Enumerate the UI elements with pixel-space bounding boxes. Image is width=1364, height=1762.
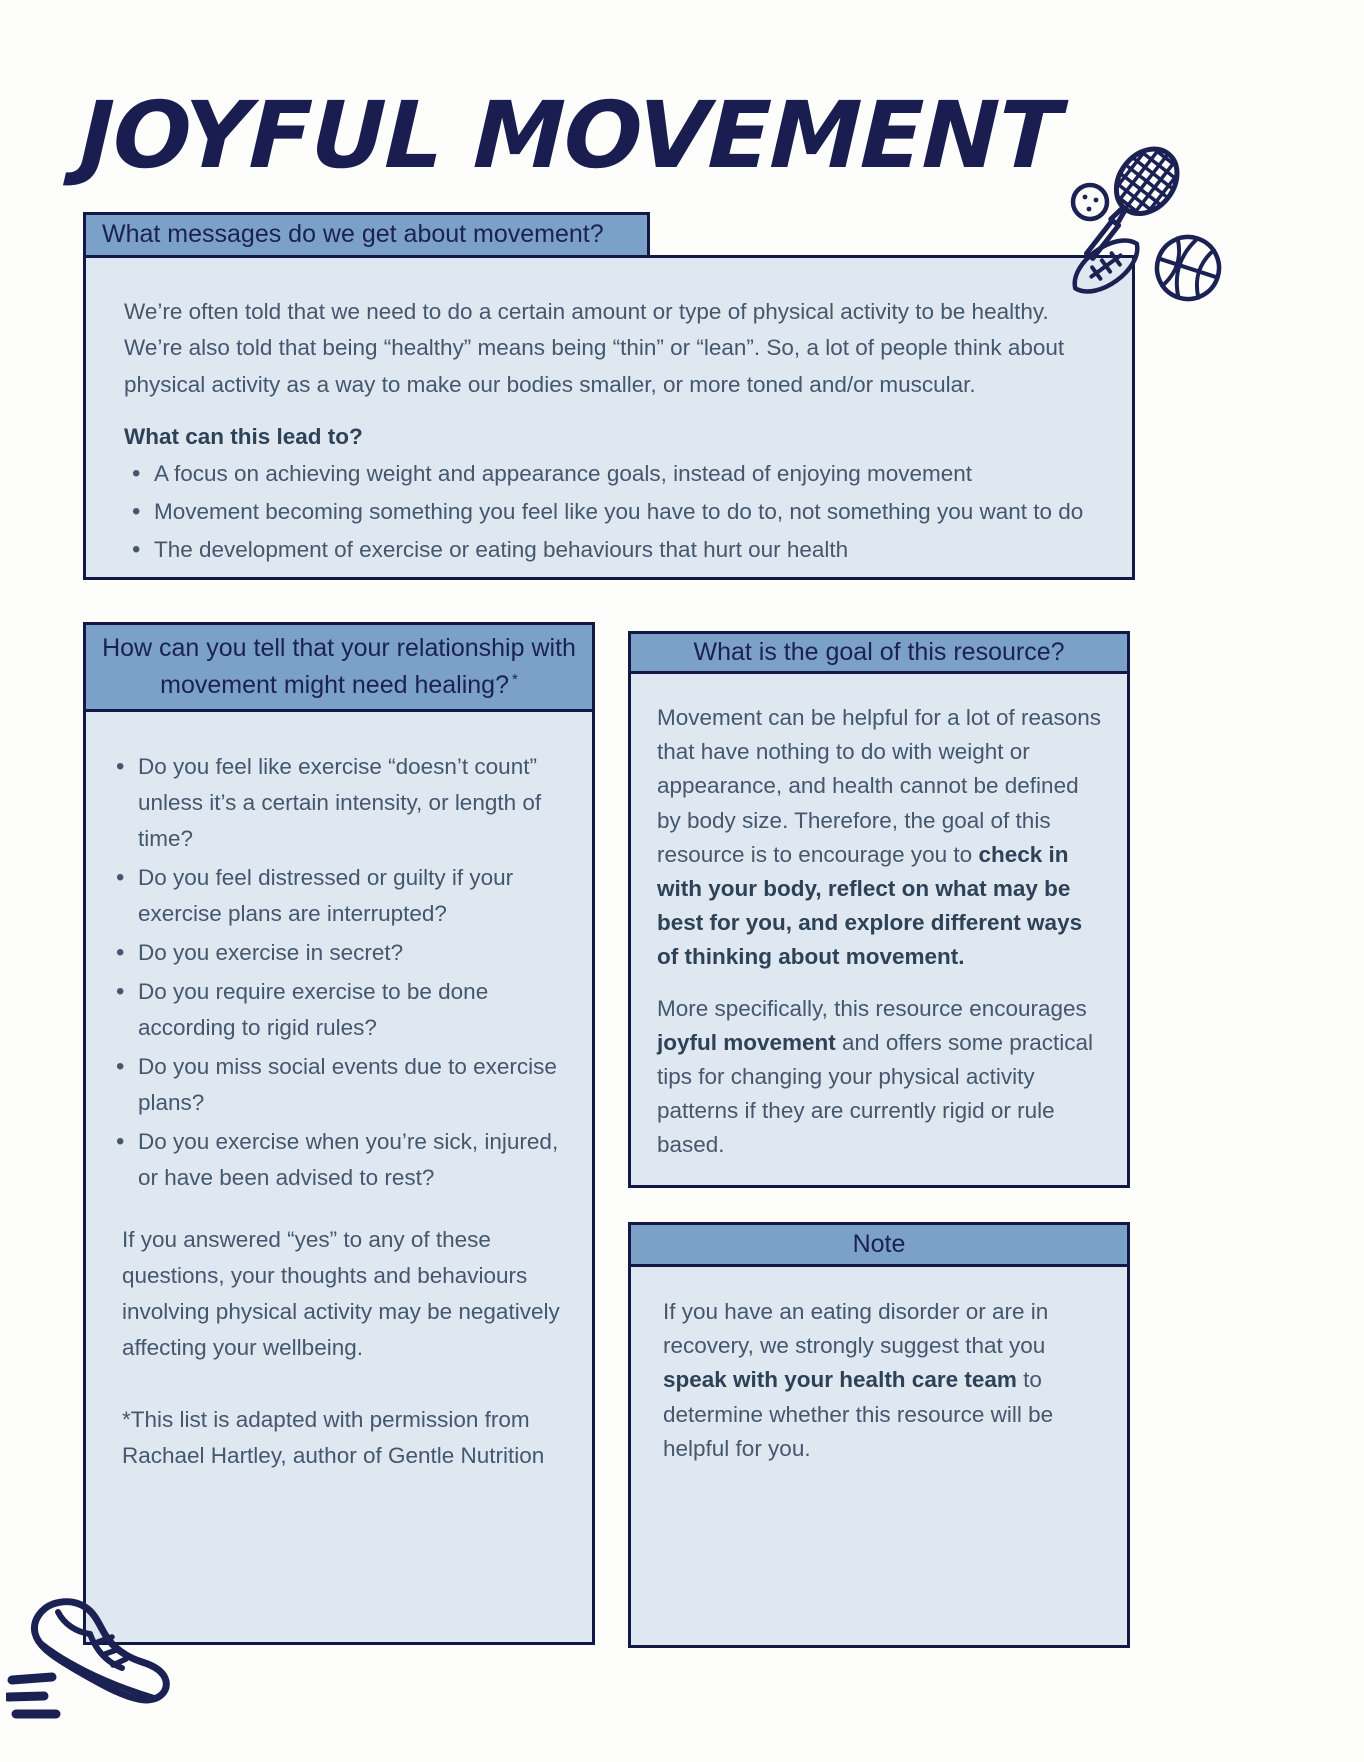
note-header — [628, 1222, 1130, 1267]
tennis-racket-icon — [1068, 136, 1192, 272]
golf-ball-icon — [1073, 185, 1107, 219]
healing-footnote: *This list is adapted with permission from Rachael Hartley, author of Gentle Nutrition — [122, 1407, 545, 1468]
sports-icons — [1048, 136, 1228, 306]
page-title: JOYFUL MOVEMENT — [78, 82, 1063, 189]
footnote-asterisk: * — [511, 670, 518, 688]
list-item: • Movement becoming something you feel like you have to do to, not something you want to do — [124, 494, 1094, 530]
section-goal-body — [628, 671, 1130, 1188]
section-messages-header-label: What messages do we get about movement? — [102, 220, 604, 249]
list-item: • Do you require exercise to be done according to rigid rules? — [108, 974, 568, 1046]
section-messages-header — [83, 212, 650, 258]
section-goal-header — [628, 631, 1130, 674]
section-goal-header-label: What is the goal of this resource? — [693, 637, 1065, 666]
messages-subheading: What can this lead to? — [124, 424, 363, 450]
goal-paragraph: More specifically, this resource encourages joyful movement and offers some practical tips for changing your physical activity patterns if they are currently rigid or rule based. — [657, 995, 1093, 1158]
list-item: • The development of exercise or eating behaviours that hurt our health — [124, 532, 1094, 568]
note-header-label: Note — [852, 1229, 906, 1258]
section-messages-body — [83, 255, 1135, 580]
running-shoe-icon — [6, 1576, 186, 1746]
section-healing-body — [83, 709, 595, 1645]
healing-outro-paragraph: If you answered “yes” to any of these questions, your thoughts and behaviours involving physical activity may be negatively affecting your wellbeing. — [122, 1227, 560, 1360]
list-item: • Do you feel distressed or guilty if your exercise plans are interrupted? — [108, 860, 568, 932]
section-healing-header — [83, 622, 595, 712]
shoe — [34, 1602, 166, 1700]
list-item: • Do you feel like exercise “doesn’t count” unless it’s a certain intensity, or length of time? — [108, 749, 568, 857]
basketball-icon — [1149, 229, 1227, 306]
list-item: • Do you miss social events due to exercise plans? — [108, 1049, 568, 1121]
healing-bullet-list — [108, 749, 568, 1196]
messages-intro-paragraph: We’re often told that we need to do a certain amount or type of physical activity to be healthy. We’re also told that being “healthy” means being “thin” or “lean”. So, a lot of people think about physical activity as a way to make our bodies smaller, or more toned and/or muscular. — [124, 299, 1065, 397]
messages-bullet-list — [124, 456, 1094, 568]
speed-lines — [8, 1677, 56, 1714]
note-body — [628, 1264, 1130, 1648]
list-item: • Do you exercise in secret? — [108, 935, 568, 971]
note-paragraph: If you have an eating disorder or are in recovery, we strongly suggest that you speak with your health care team to determine whether this resource will be helpful for you. — [663, 1299, 1054, 1461]
list-item: • Do you exercise when you’re sick, injured, or have been advised to rest? — [108, 1124, 568, 1196]
list-item: • A focus on achieving weight and appearance goals, instead of enjoying movement — [124, 456, 1094, 492]
goal-paragraph: Movement can be helpful for a lot of reasons that have nothing to do with weight or appearance, and health cannot be defined by body size. Therefore, the goal of this resource is to encourage you to check in with your body, reflect on what may be best for you, and explore different ways of thinking about movement. — [657, 705, 1102, 970]
section-healing-header-label: How can you tell that your relationship with movement might need healing? * — [102, 633, 576, 699]
